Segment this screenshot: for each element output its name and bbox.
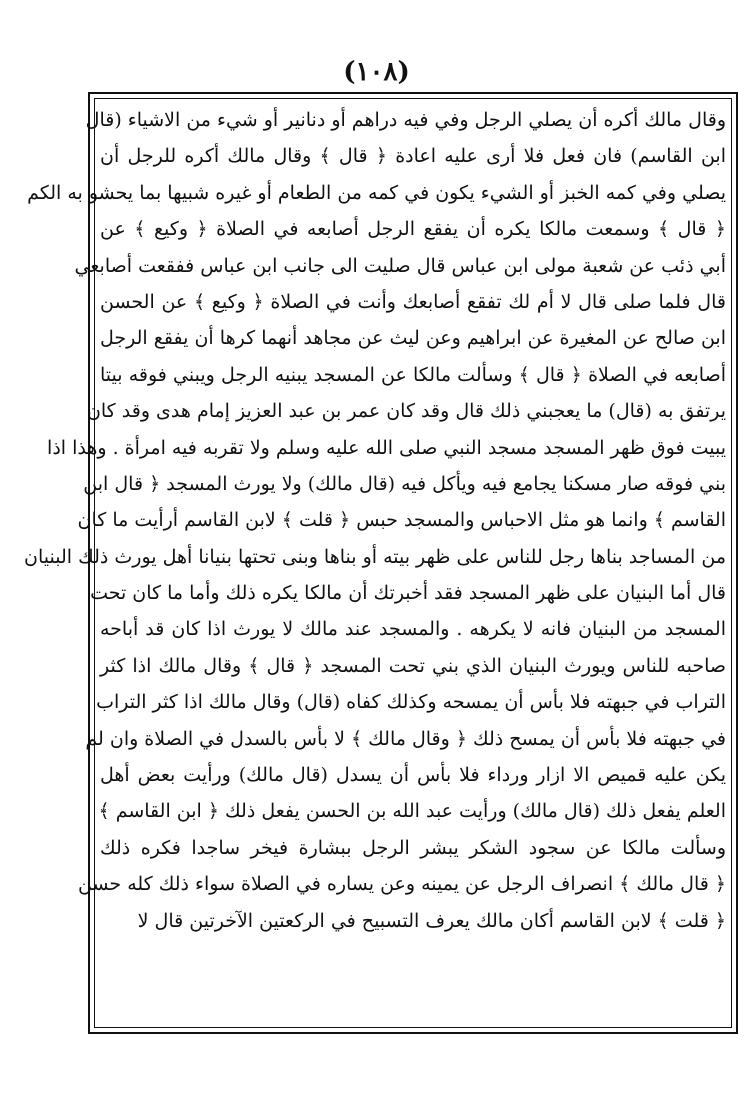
text-line-15: المسجد من البنيان فانه لا يكرهه . والمسجد عند مالك لا يورث اذا كان قد أباحه [100,618,726,641]
text-line-4: ﴿ قال ﴾ وسمعت مالكا يكره أن يفقع الرجل أصابعه في الصلاة ﴿ وكيع ﴾ عن [100,218,726,241]
text-line-23: ﴿ قلت ﴾ لابن القاسم أكان مالك يعرف التسبيح في الركعتين الآخرتين قال لا [137,909,726,932]
text-line-19: يكن عليه قميص الا ازار ورداء فلا بأس أن يسدل (قال مالك) ورأيت بعض أهل [100,764,726,787]
text-line-14: قال أما البنيان على ظهر المسجد فقد أخبرتك أن مالكا يكره ذلك وأما ما كان تحت [90,582,726,605]
text-line-16: صاحبه للناس ويورث البنيان الذي بني تحت المسجد ﴿ قال ﴾ وقال مالك اذا كثر [100,654,726,677]
text-line-3: يصلي وفي كمه الخبز أو الشيء يكون في كمه من الطعام أو غيره شبيها بما يحشو به الكم [27,181,726,204]
text-line-5: أبي ذئب عن شعبة مولى ابن عباس قال صليت الى جانب ابن عباس ففقعت أصابعي [74,254,726,277]
page-number: (١٠٨) [343,57,410,87]
text-line-9: يرتفق به (قال) ما يعجبني ذلك قال وقد كان عمر بن عبد العزيز إمام هدى وقد كان [86,400,726,423]
text-line-11: بني فوقه صار مسكنا يجامع فيه ويأكل فيه (قال مالك) ولا يورث المسجد ﴿ قال ابن [83,472,726,495]
text-line-7: ابن صالح عن المغيرة عن ابراهيم وعن ليث عن مجاهد أنهما كرها أن يفقع الرجل [100,327,726,350]
text-line-13: من المساجد بناها رجل للناس على ظهر بيته أو بناها وبنى تحتها بنيانا أهل يورث ذلك البنيان [24,545,726,568]
text-line-1: وقال مالك أكره أن يصلي الرجل وفي فيه دراهم أو دنانير أو شيء من الاشياء (قال [85,109,726,131]
text-line-8: أصابعه في الصلاة ﴿ قال ﴾ وسألت مالكا عن المسجد يبنيه الرجل ويبني فوقه بيتا [100,363,726,386]
text-line-20: العلم يفعل ذلك (قال مالك) ورأيت عبد الله بن الحسن يفعل ذلك ﴿ ابن القاسم ﴾ [98,800,726,823]
main-text-block [24,102,726,1024]
text-line-18: في جبهته فلا بأس أن يمسح ذلك ﴿ وقال مالك ﴾ لا بأس بالسدل في الصلاة وان لم [85,727,726,750]
text-line-10: يبيت فوق ظهر المسجد مسجد النبي صلى الله عليه وسلم ولا تقربه فيه امرأة . وهذا اذا [47,436,726,459]
text-line-21: وسألت مالكا عن سجود الشكر يبشر الرجل ببشارة فيخر ساجدا فكره ذلك [100,836,726,859]
text-line-22: ﴿ قال مالك ﴾ انصراف الرجل عن يمينه وعن يساره في الصلاة سواء ذلك كله حسن [78,873,726,896]
text-line-2: ابن القاسم) فان فعل فلا أرى عليه اعادة ﴿ قال ﴾ وقال مالك أكره للرجل أن [100,145,726,168]
text-line-12: القاسم ﴾ وانما هو مثل الاحباس والمسجد حبس ﴿ قلت ﴾ لابن القاسم أرأيت ما كان [77,509,726,532]
text-line-6: قال فلما صلى قال لا أم لك تفقع أصابعك وأنت في الصلاة ﴿ وكيع ﴾ عن الحسن [100,290,726,313]
text-line-17: التراب في جبهته فلا بأس أن يمسحه وكذلك كفاه (قال) وقال مالك اذا كثر التراب [96,691,726,714]
